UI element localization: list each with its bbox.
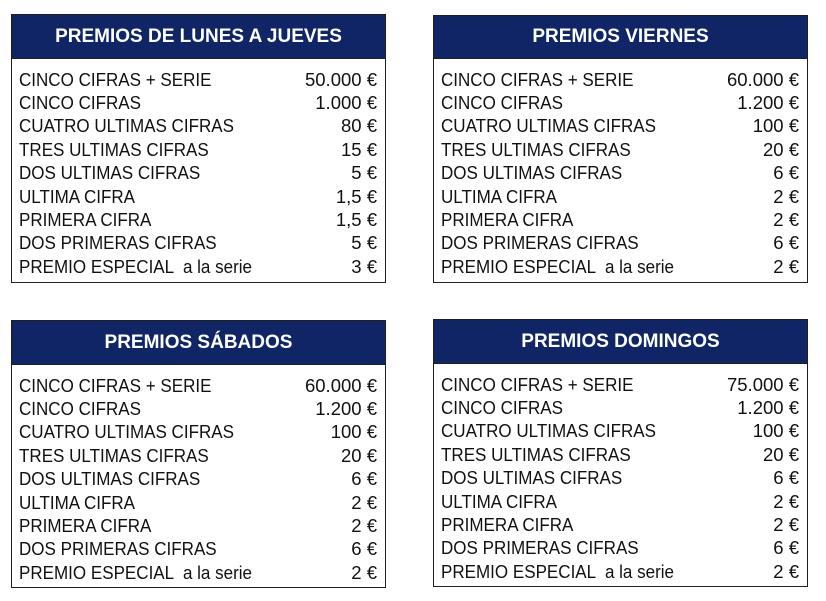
prize-label: TRES ULTIMAS CIFRAS (19, 444, 209, 466)
panel-title: PREMIOS SÁBADOS (12, 321, 385, 365)
prize-list (434, 59, 807, 279)
prize-label: CINCO CIFRAS (441, 92, 563, 114)
prize-amount: 6 € (773, 537, 799, 559)
prize-amount: 80 € (340, 115, 377, 137)
prize-table-sabados (11, 320, 386, 588)
prize-amount: 5 € (351, 232, 377, 254)
prize-row (441, 443, 799, 466)
prize-row (441, 208, 799, 231)
panel-title: PREMIOS DOMINGOS (434, 320, 807, 364)
prize-label: DOS PRIMERAS CIFRAS (19, 232, 217, 254)
prize-amount: 1,5 € (335, 209, 377, 231)
prize-label: ULTIMA CIFRA (19, 491, 136, 513)
prize-row (19, 115, 377, 138)
prize-label: TRES ULTIMAS CIFRAS (441, 443, 631, 465)
prize-label: PREMIO ESPECIAL a la serie (441, 560, 675, 582)
prize-label: TRES ULTIMAS CIFRAS (441, 138, 631, 160)
prize-amount: 1.000 € (315, 92, 377, 114)
prize-row (441, 396, 799, 419)
prize-amount: 2 € (773, 185, 799, 207)
prize-amount: 20 € (762, 138, 799, 160)
prize-row (19, 514, 377, 537)
prize-label: DOS PRIMERAS CIFRAS (19, 538, 217, 560)
prize-row (441, 162, 799, 185)
prize-table-lunes-a-jueves (11, 14, 386, 283)
prize-row (441, 68, 799, 91)
prize-label: CINCO CIFRAS + SERIE (441, 373, 634, 395)
prize-label: CINCO CIFRAS + SERIE (19, 68, 212, 90)
prize-row (441, 373, 799, 396)
prize-amount: 1.200 € (737, 92, 799, 114)
prize-amount: 6 € (773, 162, 799, 184)
prize-list (434, 364, 807, 584)
prize-amount: 6 € (773, 467, 799, 489)
prize-amount: 100 € (752, 420, 799, 442)
prize-label: ULTIMA CIFRA (441, 490, 558, 512)
prize-label: DOS ULTIMAS CIFRAS (441, 467, 623, 489)
prize-row (19, 421, 377, 444)
prize-row (19, 397, 377, 420)
prize-label: PREMIO ESPECIAL a la serie (19, 561, 253, 583)
prize-label: PRIMERA CIFRA (441, 514, 574, 536)
prize-row (19, 162, 377, 185)
prize-amount: 2 € (773, 490, 799, 512)
prize-label: DOS ULTIMAS CIFRAS (19, 468, 201, 490)
prize-label: CINCO CIFRAS (19, 92, 141, 114)
prize-row (441, 185, 799, 208)
prize-amount: 2 € (351, 491, 377, 513)
prize-label: DOS ULTIMAS CIFRAS (441, 162, 623, 184)
prize-row (441, 537, 799, 560)
prize-row (19, 444, 377, 467)
prize-amount: 2 € (773, 514, 799, 536)
panel-title: PREMIOS DE LUNES A JUEVES (12, 15, 385, 59)
prize-amount: 1,5 € (335, 185, 377, 207)
prize-amount: 2 € (351, 561, 377, 583)
prize-label: ULTIMA CIFRA (19, 185, 136, 207)
prize-label: PREMIO ESPECIAL a la serie (441, 255, 675, 277)
prize-row (441, 420, 799, 443)
prize-amount: 2 € (773, 255, 799, 277)
prize-label: PRIMERA CIFRA (441, 209, 574, 231)
prize-amount: 100 € (752, 115, 799, 137)
prize-amount: 3 € (351, 255, 377, 277)
prize-row (19, 255, 377, 278)
prize-amount: 60.000 € (726, 68, 799, 90)
prize-amount: 50.000 € (304, 68, 377, 90)
prize-row (19, 68, 377, 91)
prize-amount: 2 € (773, 209, 799, 231)
prize-label: TRES ULTIMAS CIFRAS (19, 138, 209, 160)
prize-amount: 100 € (330, 421, 377, 443)
panel-title: PREMIOS VIERNES (434, 16, 807, 59)
prize-table-viernes (433, 15, 808, 283)
prize-amount: 20 € (340, 444, 377, 466)
prize-amount: 1.200 € (737, 397, 799, 419)
prize-label: PREMIO ESPECIAL a la serie (19, 255, 253, 277)
prize-amount: 6 € (351, 468, 377, 490)
prize-row (441, 255, 799, 278)
prize-label: CUATRO ULTIMAS CIFRAS (441, 420, 656, 442)
prize-row (441, 232, 799, 255)
prize-label: CINCO CIFRAS + SERIE (441, 68, 634, 90)
prize-row (441, 138, 799, 161)
prize-label: CINCO CIFRAS (441, 397, 563, 419)
prize-label: DOS PRIMERAS CIFRAS (441, 232, 639, 254)
prize-row (441, 467, 799, 490)
prize-list (12, 59, 385, 279)
prize-row (19, 185, 377, 208)
prize-amount: 75.000 € (726, 373, 799, 395)
prize-amount: 2 € (773, 560, 799, 582)
prize-row (19, 138, 377, 161)
prize-row (19, 491, 377, 514)
prize-row (19, 561, 377, 584)
prize-row (19, 232, 377, 255)
prize-label: CUATRO ULTIMAS CIFRAS (19, 421, 234, 443)
prize-label: PRIMERA CIFRA (19, 515, 152, 537)
prize-row (441, 560, 799, 583)
prize-table-domingos (433, 319, 808, 587)
prize-amount: 6 € (773, 232, 799, 254)
prize-row (19, 91, 377, 114)
prize-row (441, 513, 799, 536)
prize-list (12, 365, 385, 585)
prize-row (441, 91, 799, 114)
prize-row (19, 374, 377, 397)
prize-amount: 2 € (351, 515, 377, 537)
prize-amount: 1.200 € (315, 398, 377, 420)
prize-label: DOS ULTIMAS CIFRAS (19, 162, 201, 184)
prize-row (19, 468, 377, 491)
prize-row (441, 490, 799, 513)
prize-label: PRIMERA CIFRA (19, 209, 152, 231)
prize-amount: 60.000 € (304, 374, 377, 396)
prize-row (441, 115, 799, 138)
prize-label: CUATRO ULTIMAS CIFRAS (441, 115, 656, 137)
prize-label: ULTIMA CIFRA (441, 185, 558, 207)
prize-row (19, 208, 377, 231)
prize-label: CUATRO ULTIMAS CIFRAS (19, 115, 234, 137)
prize-amount: 20 € (762, 443, 799, 465)
prize-amount: 6 € (351, 538, 377, 560)
prize-amount: 5 € (351, 162, 377, 184)
prize-row (19, 538, 377, 561)
prize-label: CINCO CIFRAS (19, 398, 141, 420)
prize-label: CINCO CIFRAS + SERIE (19, 374, 212, 396)
prize-amount: 15 € (340, 138, 377, 160)
prize-label: DOS PRIMERAS CIFRAS (441, 537, 639, 559)
